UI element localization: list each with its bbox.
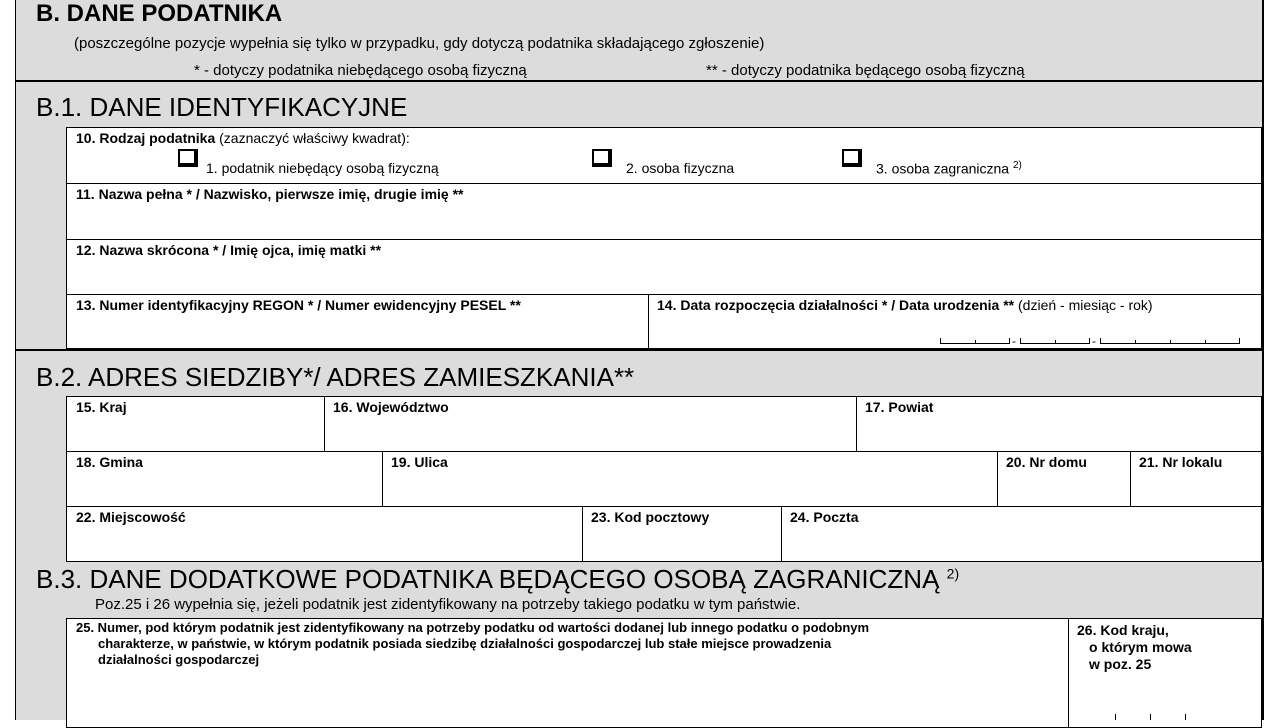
legend-double-star: ** - dotyczy podatnika będącego osobą fizyczną xyxy=(706,62,1025,79)
field-15-label: 15. Kraj xyxy=(76,399,127,415)
date-month-tick xyxy=(1055,340,1056,344)
field-11-label: 11. Nazwa pełna * / Nazwisko, pierwsze imię, drugie imię ** xyxy=(76,186,464,202)
field-25-line3: działalności gospodarczej xyxy=(98,652,260,667)
option-1-label: 1. podatnik niebędący osobą fizyczną xyxy=(206,160,439,176)
checkbox-option-2[interactable] xyxy=(592,149,612,167)
field-10-label: 10. Rodzaj podatnika (zaznaczyć właściwy kwadrat): xyxy=(76,130,410,146)
country-code-tick-2 xyxy=(1150,714,1151,720)
field-17-label: 17. Powiat xyxy=(865,399,934,415)
form-right-border xyxy=(1262,0,1264,720)
option-2-label: 2. osoba fizyczna xyxy=(626,160,735,176)
country-code-tick-1 xyxy=(1115,714,1116,720)
date-separator-1: - xyxy=(1012,334,1016,348)
date-year-tick-1 xyxy=(1135,340,1136,344)
section-b1-title: B.1. DANE IDENTYFIKACYJNE xyxy=(36,92,408,122)
field-19-input[interactable] xyxy=(382,451,998,507)
field-13-label: 13. Numer identyfikacyjny REGON * / Numer ewidencyjny PESEL ** xyxy=(76,297,521,313)
field-21-label: 21. Nr lokalu xyxy=(1139,454,1223,470)
date-day-tick xyxy=(975,340,976,344)
option-3-footnote: 2) xyxy=(1012,160,1022,171)
field-22-label: 22. Miejscowość xyxy=(76,509,186,525)
field-25-line1: 25. Numer, pod którym podatnik jest zidentyfikowany na potrzeby podatku od wartości dodanej lub innego podatku o podobnym xyxy=(76,620,870,635)
field-25-line2: charakterze, w państwie, w którym podatnik posiada siedzibę działalności gospodarczej lub stałe miejsce prowadzenia xyxy=(98,636,832,651)
date-separator-2: - xyxy=(1092,334,1096,348)
field-12-label: 12. Nazwa skrócona * / Imię ojca, imię matki ** xyxy=(76,242,382,258)
field-18-label: 18. Gmina xyxy=(76,454,143,470)
field-26-line2: o którym mowa xyxy=(1089,639,1192,655)
field-23-label: 23. Kod pocztowy xyxy=(591,509,710,525)
section-b-title: B. DANE PODATNIKA xyxy=(36,0,283,27)
checkbox-option-1[interactable] xyxy=(178,149,198,167)
section-b3-note: Poz.25 i 26 wypełnia się, jeżeli podatnik jest zidentyfikowany na potrzeby takiego podatku w tym państwie. xyxy=(95,596,801,613)
field-10-hint: (zaznaczyć właściwy kwadrat): xyxy=(219,130,410,146)
field-26-line1: 26. Kod kraju, xyxy=(1077,622,1169,638)
field-26-line3: w poz. 25 xyxy=(1089,656,1152,672)
field-20-label: 20. Nr domu xyxy=(1006,454,1087,470)
date-year-tick-3 xyxy=(1205,340,1206,344)
checkbox-option-3[interactable] xyxy=(842,149,862,167)
field-16-label: 16. Województwo xyxy=(333,399,449,415)
field-14-hint: (dzień - miesiąc - rok) xyxy=(1018,297,1153,313)
section-b-note: (poszczególne pozycje wypełnia się tylko w przypadku, gdy dotyczą podatnika składającego zgłoszenie) xyxy=(74,35,765,52)
section-b3-footnote: 2) xyxy=(946,565,960,582)
field-14-label: 14. Data rozpoczęcia działalności * / Data urodzenia ** (dzień - miesiąc - rok) xyxy=(657,297,1153,313)
legend-star: * - dotyczy podatnika niebędącego osobą fizyczną xyxy=(194,62,527,79)
field-24-label: 24. Poczta xyxy=(790,509,859,525)
country-code-tick-3 xyxy=(1185,714,1186,720)
field-19-label: 19. Ulica xyxy=(391,454,448,470)
section-b2-title: B.2. ADRES SIEDZIBY*/ ADRES ZAMIESZKANIA** xyxy=(36,362,635,392)
section-b3-title: B.3. DANE DODATKOWE PODATNIKA BĘDĄCEGO OSOBĄ ZAGRANICZNĄ $^{2)}$ xyxy=(36,564,960,594)
option-3-label: 3. osoba zagraniczna $^{2)}$ xyxy=(876,160,1022,177)
date-year-tick-2 xyxy=(1170,340,1171,344)
